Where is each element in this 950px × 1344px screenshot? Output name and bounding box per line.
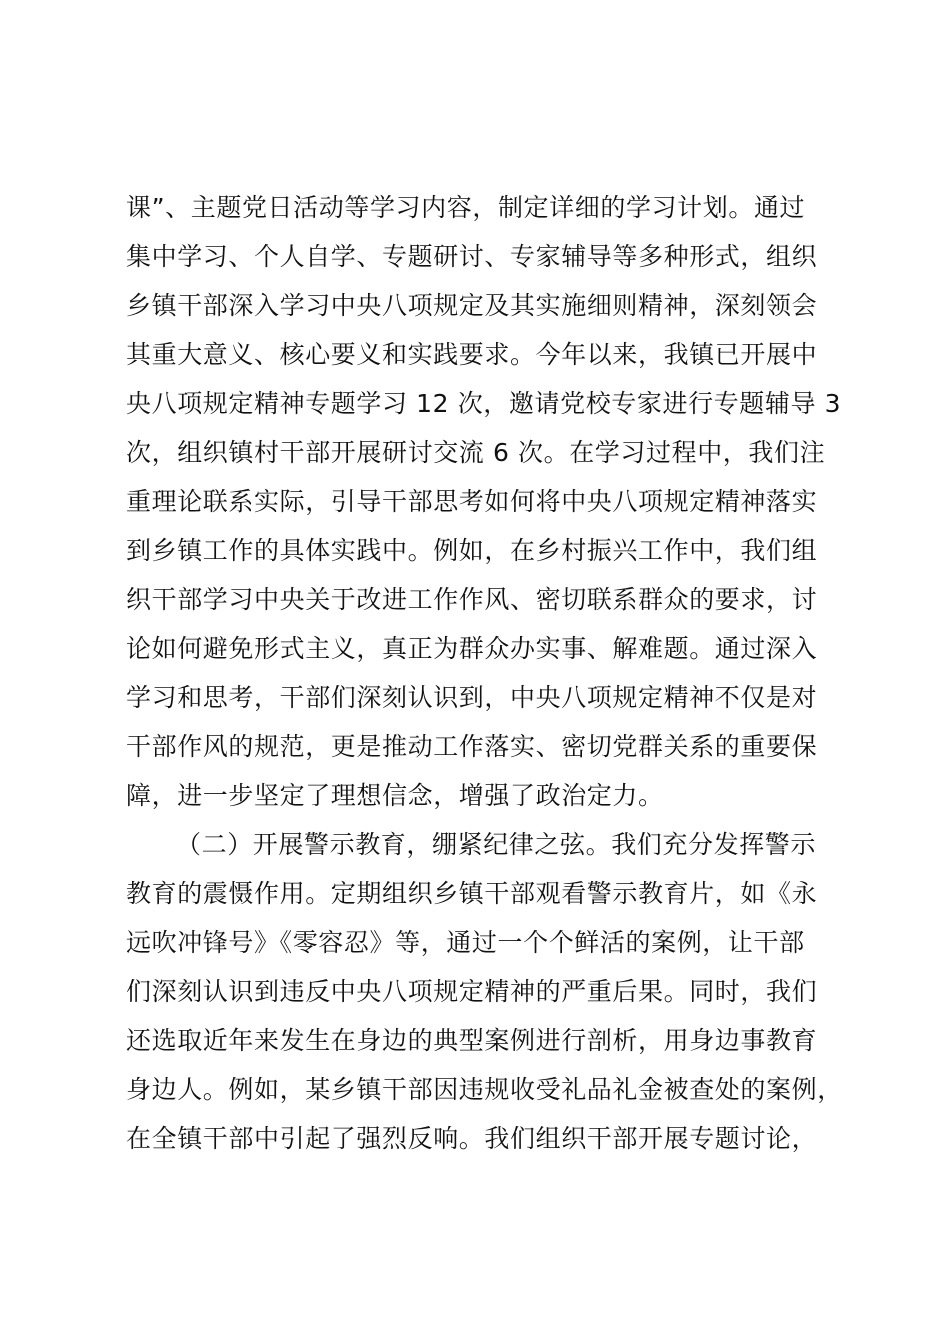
text-line: 其重大意义、核心要义和实践要求。今年以来，我镇已开展中 xyxy=(126,340,818,369)
text-line: 远吹冲锋号》《零容忍》等，通过一个个鲜活的案例，让干部 xyxy=(126,928,805,957)
text-line: 次，组织镇村干部开展研讨交流 6 次。在学习过程中，我们注 xyxy=(126,438,826,467)
text-line: 在全镇干部中引起了强烈反响。我们组织干部开展专题讨论， xyxy=(126,1124,818,1153)
text-line: 乡镇干部深入学习中央八项规定及其实施细则精神，深刻领会 xyxy=(126,291,818,320)
section-heading-line: （二）开展警示教育，绷紧纪律之弦。我们充分发挥警示 xyxy=(176,830,817,859)
text-line: 论如何避免形式主义，真正为群众办实事、解难题。通过深入 xyxy=(126,634,818,663)
text-line: 教育的震慑作用。定期组织乡镇干部观看警示教育片，如《永 xyxy=(126,879,818,908)
text-line: 障，进一步坚定了理想信念，增强了政治定力。 xyxy=(126,781,664,810)
text-line: 织干部学习中央关于改进工作作风、密切联系群众的要求，讨 xyxy=(126,585,818,614)
text-line: 还选取近年来发生在身边的典型案例进行剖析，用身边事教育 xyxy=(126,1026,818,1055)
text-line: 身边人。例如，某乡镇干部因违规收受礼品礼金被查处的案例， xyxy=(126,1075,843,1104)
text-line: 重理论联系实际，引导干部思考如何将中央八项规定精神落实 xyxy=(126,487,818,516)
text-line: 课”、主题党日活动等学习内容，制定详细的学习计划。通过 xyxy=(126,193,806,222)
body-text xyxy=(126,183,846,1163)
text-line: 干部作风的规范，更是推动工作落实、密切党群关系的重要保 xyxy=(126,732,818,761)
text-line: 央八项规定精神专题学习 12 次，邀请党校专家进行专题辅导 3 xyxy=(126,389,842,418)
text-line: 学习和思考，干部们深刻认识到，中央八项规定精神不仅是对 xyxy=(126,683,818,712)
text-line: 集中学习、个人自学、专题研讨、专家辅导等多种形式，组织 xyxy=(126,242,818,271)
text-line: 到乡镇工作的具体实践中。例如，在乡村振兴工作中，我们组 xyxy=(126,536,818,565)
text-line: 们深刻认识到违反中央八项规定精神的严重后果。同时，我们 xyxy=(126,977,818,1006)
